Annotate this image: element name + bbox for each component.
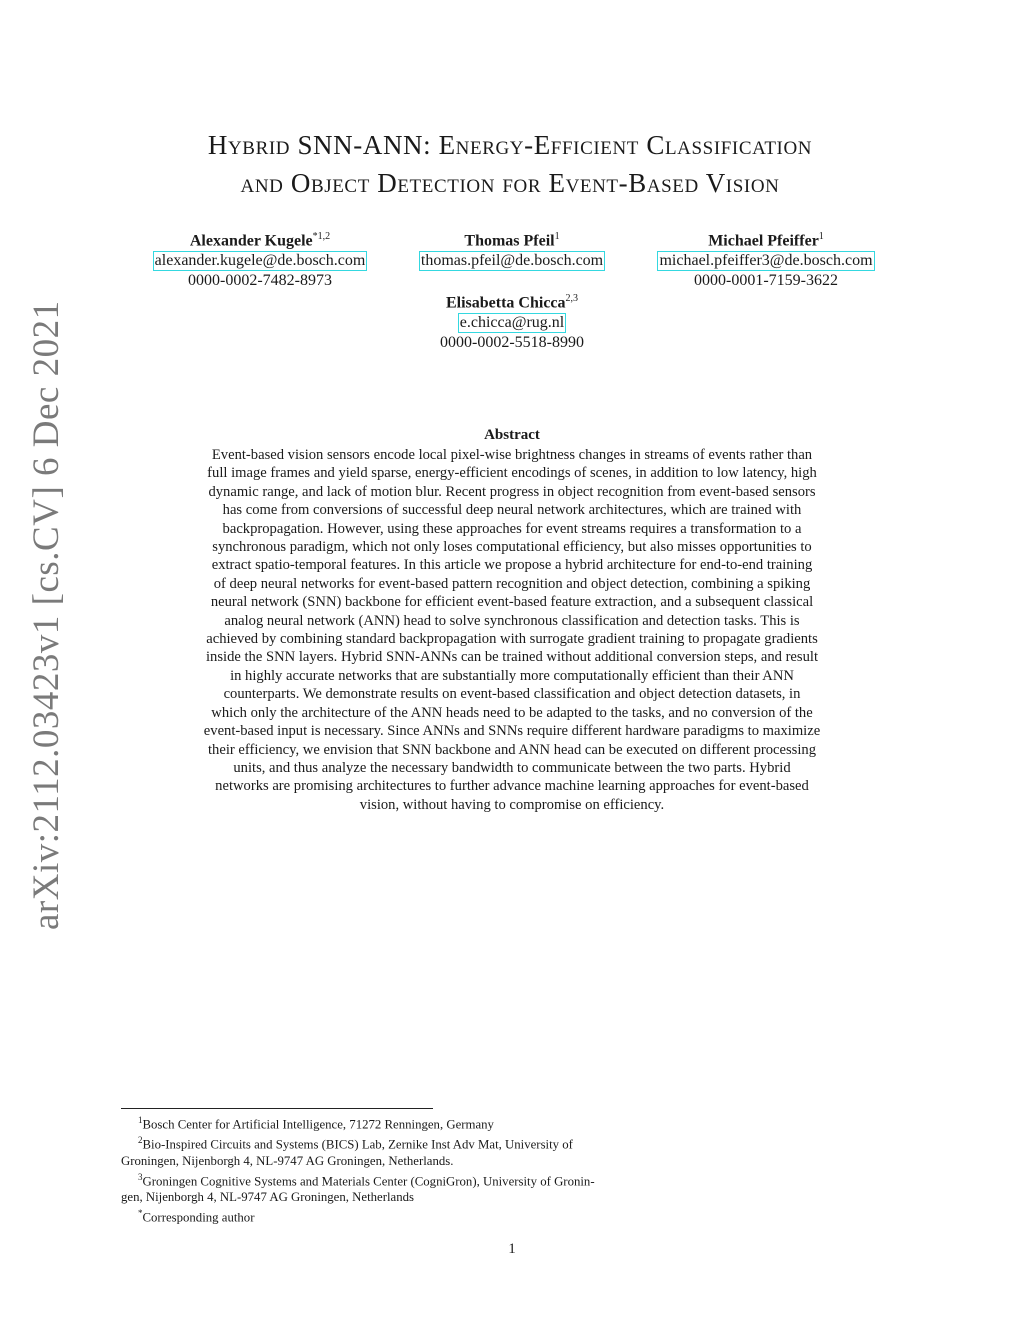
author-orcid: 0000-0002-5518-8990 <box>440 334 584 352</box>
abstract-line: backpropagation. However, using these approaches for event streams requires a transformation to a <box>222 520 802 537</box>
abstract-line: vision, without having to compromise on efficiency. <box>359 796 665 813</box>
author-orcid: 0000-0001-7159-3622 <box>694 272 838 290</box>
abstract-line: inside the SNN layers. Hybrid SNN-ANNs can be trained without additional conversion steps, and result <box>205 649 818 666</box>
abstract-line: extract spatio-temporal features. In this article we propose a hybrid architecture for end-to-end training <box>211 557 813 574</box>
title-line-2: and Object Detection for Event-Based Vision <box>240 168 780 198</box>
footnote-2-continued: Groningen, Nijenborgh 4, NL-9747 AG Groningen, Netherlands. <box>121 1153 454 1168</box>
abstract-line: of deep neural networks for event-based pattern recognition and object detection, combining a spiking <box>213 575 811 592</box>
footnote-mark: 1 <box>138 1115 143 1125</box>
abstract-line: full image frames and yield sparse, energy-efficient encodings of scenes, in addition to low latency, high <box>207 465 817 482</box>
footnote-mark: 2 <box>138 1135 143 1146</box>
abstract-line: units, and thus analyze the necessary bandwidth to communicate between the two parts. Hybrid <box>233 759 791 776</box>
abstract-line: which only the architecture of the ANN heads need to be adapted to the tasks, and no conversion of the <box>211 704 813 721</box>
author-affiliation-marks: 1 <box>554 231 560 242</box>
footnote-3-continued: gen, Nijenborgh 4, NL-9747 AG Groningen, Netherlands <box>121 1189 414 1204</box>
author-block-pfeiffer <box>636 227 896 291</box>
abstract-line: Event-based vision sensors encode local pixel-wise brightness changes in streams of events rather than <box>211 447 813 463</box>
author-orcid: 0000-0002-7482-8973 <box>188 272 332 290</box>
author-email-link[interactable]: e.chicca@rug.nl <box>459 314 565 332</box>
author-affiliation-marks: 2,3 <box>565 293 579 304</box>
abstract-line: their efficiency, we envision that SNN backbone and ANN head can be executed on different processing <box>208 741 816 758</box>
footnote-1: $^1$Bosch Center for Artificial Intelligence, 71272 Renningen, Germany <box>138 1115 494 1132</box>
title-line-1: Hybrid SNN-ANN: Energy-Efficient Classification <box>207 130 813 160</box>
author-name: Thomas Pfeil$^1$ <box>464 231 560 250</box>
footnote-divider <box>121 1108 433 1109</box>
footnote-mark: * <box>138 1207 143 1218</box>
abstract-line: counterparts. We demonstrate results on event-based classification and object detection datasets, in <box>223 686 801 703</box>
author-email-link[interactable]: michael.pfeiffer3@de.bosch.com <box>659 252 873 270</box>
author-block-kugele <box>130 227 390 291</box>
abstract-line: networks are promising architectures to further advance machine learning approaches for event-based <box>215 778 809 795</box>
footnote-2: $^2$Bio-Inspired Circuits and Systems (BICS) Lab, Zernike Inst Adv Mat, University of <box>138 1135 573 1152</box>
abstract-line: achieved by combining standard backpropagation with surrogate gradient training to propagate gradients <box>206 631 818 648</box>
author-name: Alexander Kugele$^{*1,2}$ <box>189 231 331 250</box>
author-email-link[interactable]: alexander.kugele@de.bosch.com <box>154 252 366 270</box>
abstract-line: event-based input is necessary. Since ANNs and SNNs require different hardware paradigms to maximize <box>203 723 821 740</box>
author-name: Elisabetta Chicca$^{2,3}$ <box>445 293 579 312</box>
abstract-line: in highly accurate networks that are substantially more computationally efficient than their ANN <box>230 667 794 684</box>
footnotes <box>121 1112 701 1225</box>
abstract-line: has come from conversions of successful deep neural network architectures, which are trained with <box>222 502 802 519</box>
author-email-link[interactable]: thomas.pfeil@de.bosch.com <box>420 252 604 270</box>
abstract-line: dynamic range, and lack of motion blur. Recent progress in object recognition from event-based sensors <box>208 483 816 500</box>
abstract-line: analog neural network (ANN) head to solve synchronous classification and detection tasks. This is <box>224 612 800 629</box>
author-affiliation-marks: *1,2 <box>312 231 331 242</box>
abstract-heading: Abstract <box>484 427 540 443</box>
footnote-corresponding: *Corresponding author <box>138 1207 255 1225</box>
abstract-line: neural network (SNN) backbone for efficient event-based feature extraction, and a subsequent classical <box>210 594 814 611</box>
author-name: Michael Pfeiffer$^1$ <box>708 231 824 250</box>
author-block-pfeil <box>402 227 622 271</box>
footnote-3: $^3$Groningen Cognitive Systems and Materials Center (CogniGron), University of Gronin- <box>138 1171 595 1188</box>
paper-title <box>130 126 890 202</box>
author-block-chicca <box>402 289 622 353</box>
arxiv-identifier-stamp: arXiv:2112.03423v1 [cs.CV] 6 Dec 2021 <box>26 300 67 930</box>
abstract-line: synchronous paradigm, which not only loses computational efficiency, but also misses opportunities to <box>212 539 812 556</box>
page-number: 1 <box>508 1241 516 1257</box>
author-affiliation-marks: 1 <box>818 231 824 242</box>
abstract-body <box>160 446 864 814</box>
footnote-mark: 3 <box>138 1171 143 1182</box>
